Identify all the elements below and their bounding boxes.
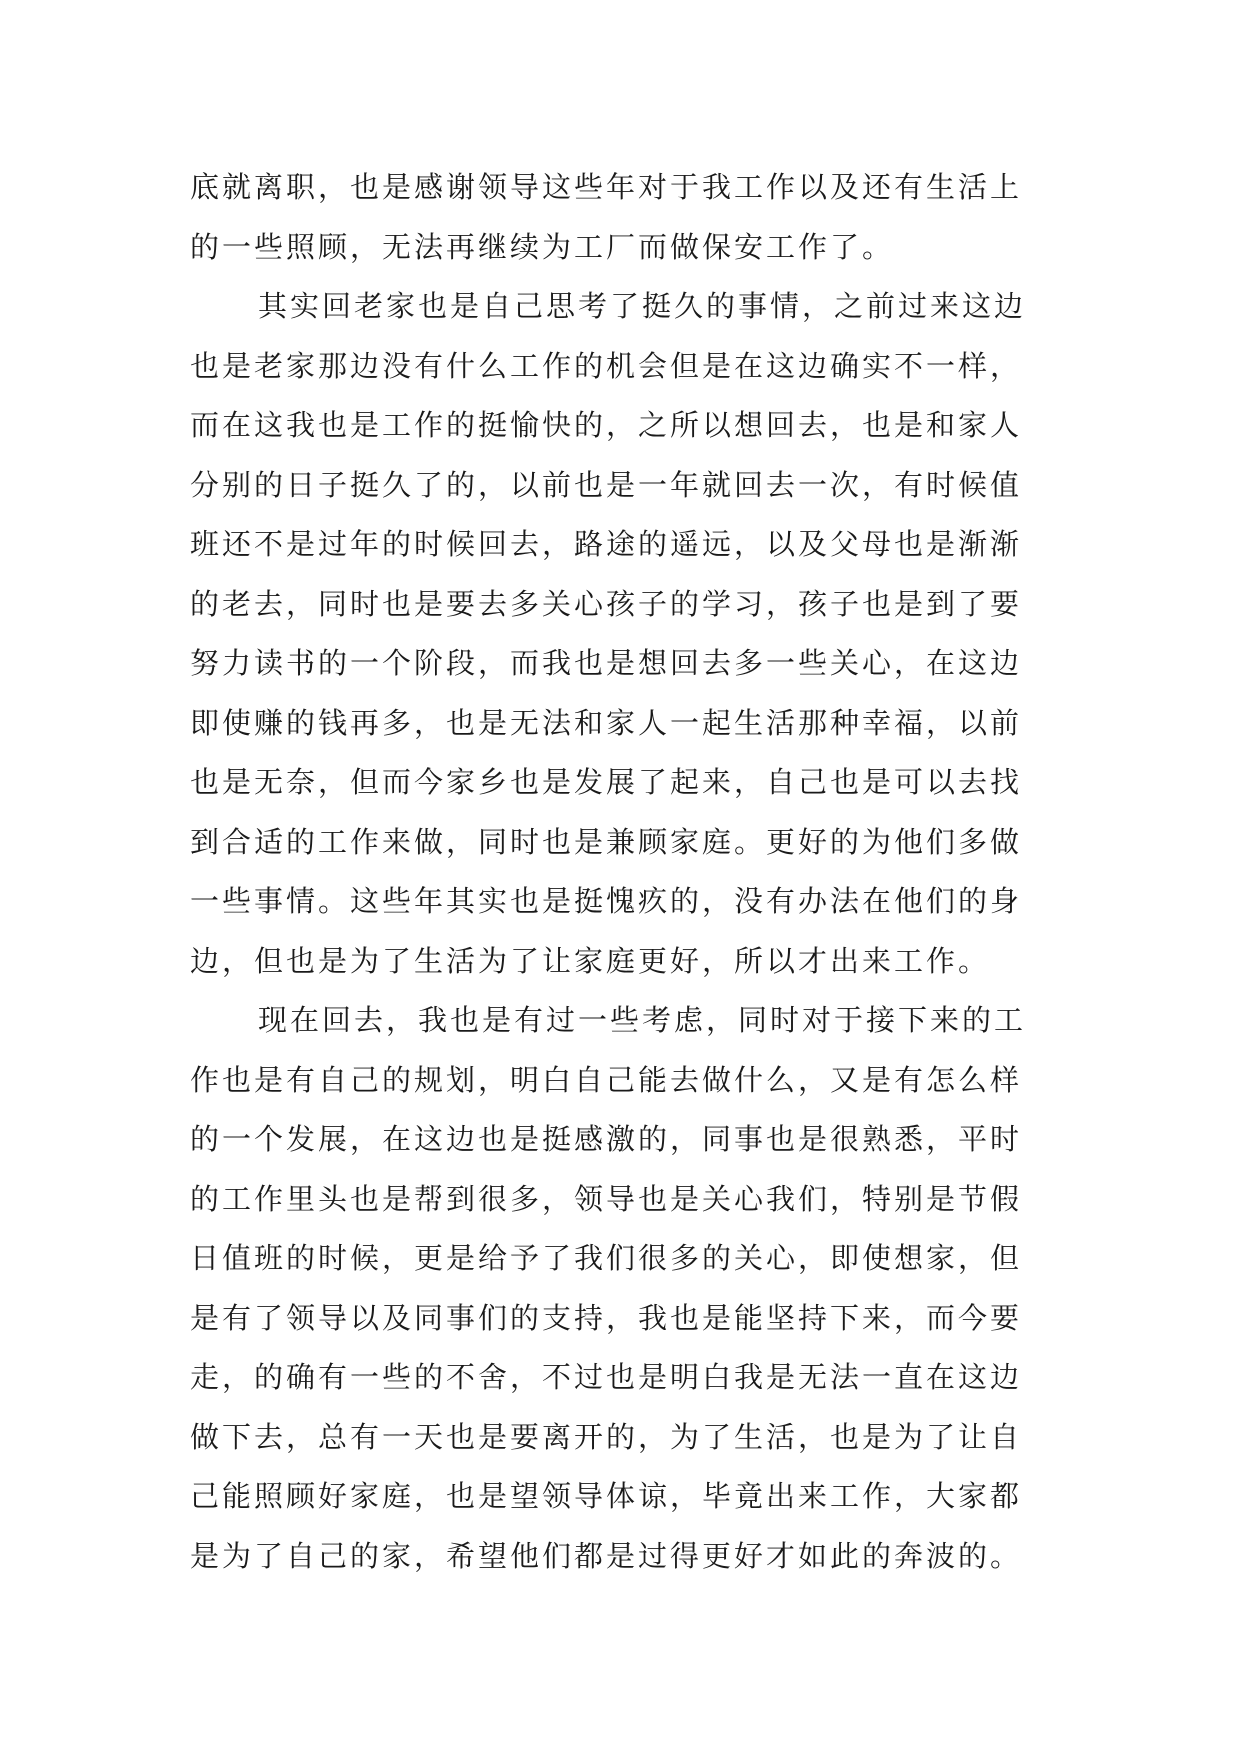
- text-line: 走，的确有一些的不舍，不过也是明白我是无法一直在这边: [190, 1360, 1023, 1394]
- text-line: 底就离职，也是感谢领导这些年对于我工作以及还有生活上: [190, 170, 1023, 204]
- text-line: 分别的日子挺久了的，以前也是一年就回去一次，有时候值: [190, 467, 1023, 502]
- text-line: 的一些照顾，无法再继续为工厂而做保安工作了。: [190, 229, 895, 264]
- text-line: 一些事情。这些年其实也是挺愧疚的，没有办法在他们的身: [190, 884, 1023, 918]
- text-line: 日值班的时候，更是给予了我们很多的关心，即使想家，但: [190, 1241, 1023, 1275]
- text-line: 班还不是过年的时候回去，路途的遥远，以及父母也是渐渐: [190, 527, 1023, 561]
- text-line: 己能照顾好家庭，也是望领导体谅，毕竟出来工作，大家都: [190, 1479, 1023, 1513]
- text-line: 而在这我也是工作的挺愉快的，之所以想回去，也是和家人: [190, 408, 1023, 442]
- paragraph-1: [190, 158, 1070, 277]
- text-line: 即使赚的钱再多，也是无法和家人一起生活那种幸福，以前: [190, 705, 1023, 740]
- text-line: 的工作里头也是帮到很多，领导也是关心我们，特别是节假: [190, 1181, 1023, 1216]
- letter-body: [190, 158, 1070, 1586]
- text-line: 到合适的工作来做，同时也是兼顾家庭。更好的为他们多做: [190, 824, 1023, 859]
- text-line: 也是老家那边没有什么工作的机会但是在这边确实不一样，: [190, 348, 1023, 383]
- text-line: 也是无奈，但而今家乡也是发展了起来，自己也是可以去找: [190, 765, 1023, 799]
- text-line: 现在回去，我也是有过一些考虑，同时对于接下来的工: [258, 1003, 1027, 1037]
- text-line: 努力读书的一个阶段，而我也是想回去多一些关心，在这边: [190, 646, 1023, 680]
- text-line: 的老去，同时也是要去多关心孩子的学习，孩子也是到了要: [190, 586, 1023, 621]
- text-line: 的一个发展，在这边也是挺感激的，同事也是很熟悉，平时: [190, 1122, 1023, 1156]
- text-line: 做下去，总有一天也是要离开的，为了生活，也是为了让自: [190, 1419, 1023, 1454]
- text-line: 边，但也是为了生活为了让家庭更好，所以才出来工作。: [190, 943, 991, 978]
- text-line: 作也是有自己的规划，明白自己能去做什么，又是有怎么样: [190, 1062, 1023, 1097]
- paragraph-2: [190, 277, 1070, 991]
- paragraph-3: [190, 991, 1070, 1586]
- text-line: 是为了自己的家，希望他们都是过得更好才如此的奔波的。: [190, 1538, 1023, 1573]
- text-line: 其实回老家也是自己思考了挺久的事情，之前过来这边: [258, 289, 1027, 323]
- text-line: 是有了领导以及同事们的支持，我也是能坚持下来，而今要: [190, 1300, 1023, 1335]
